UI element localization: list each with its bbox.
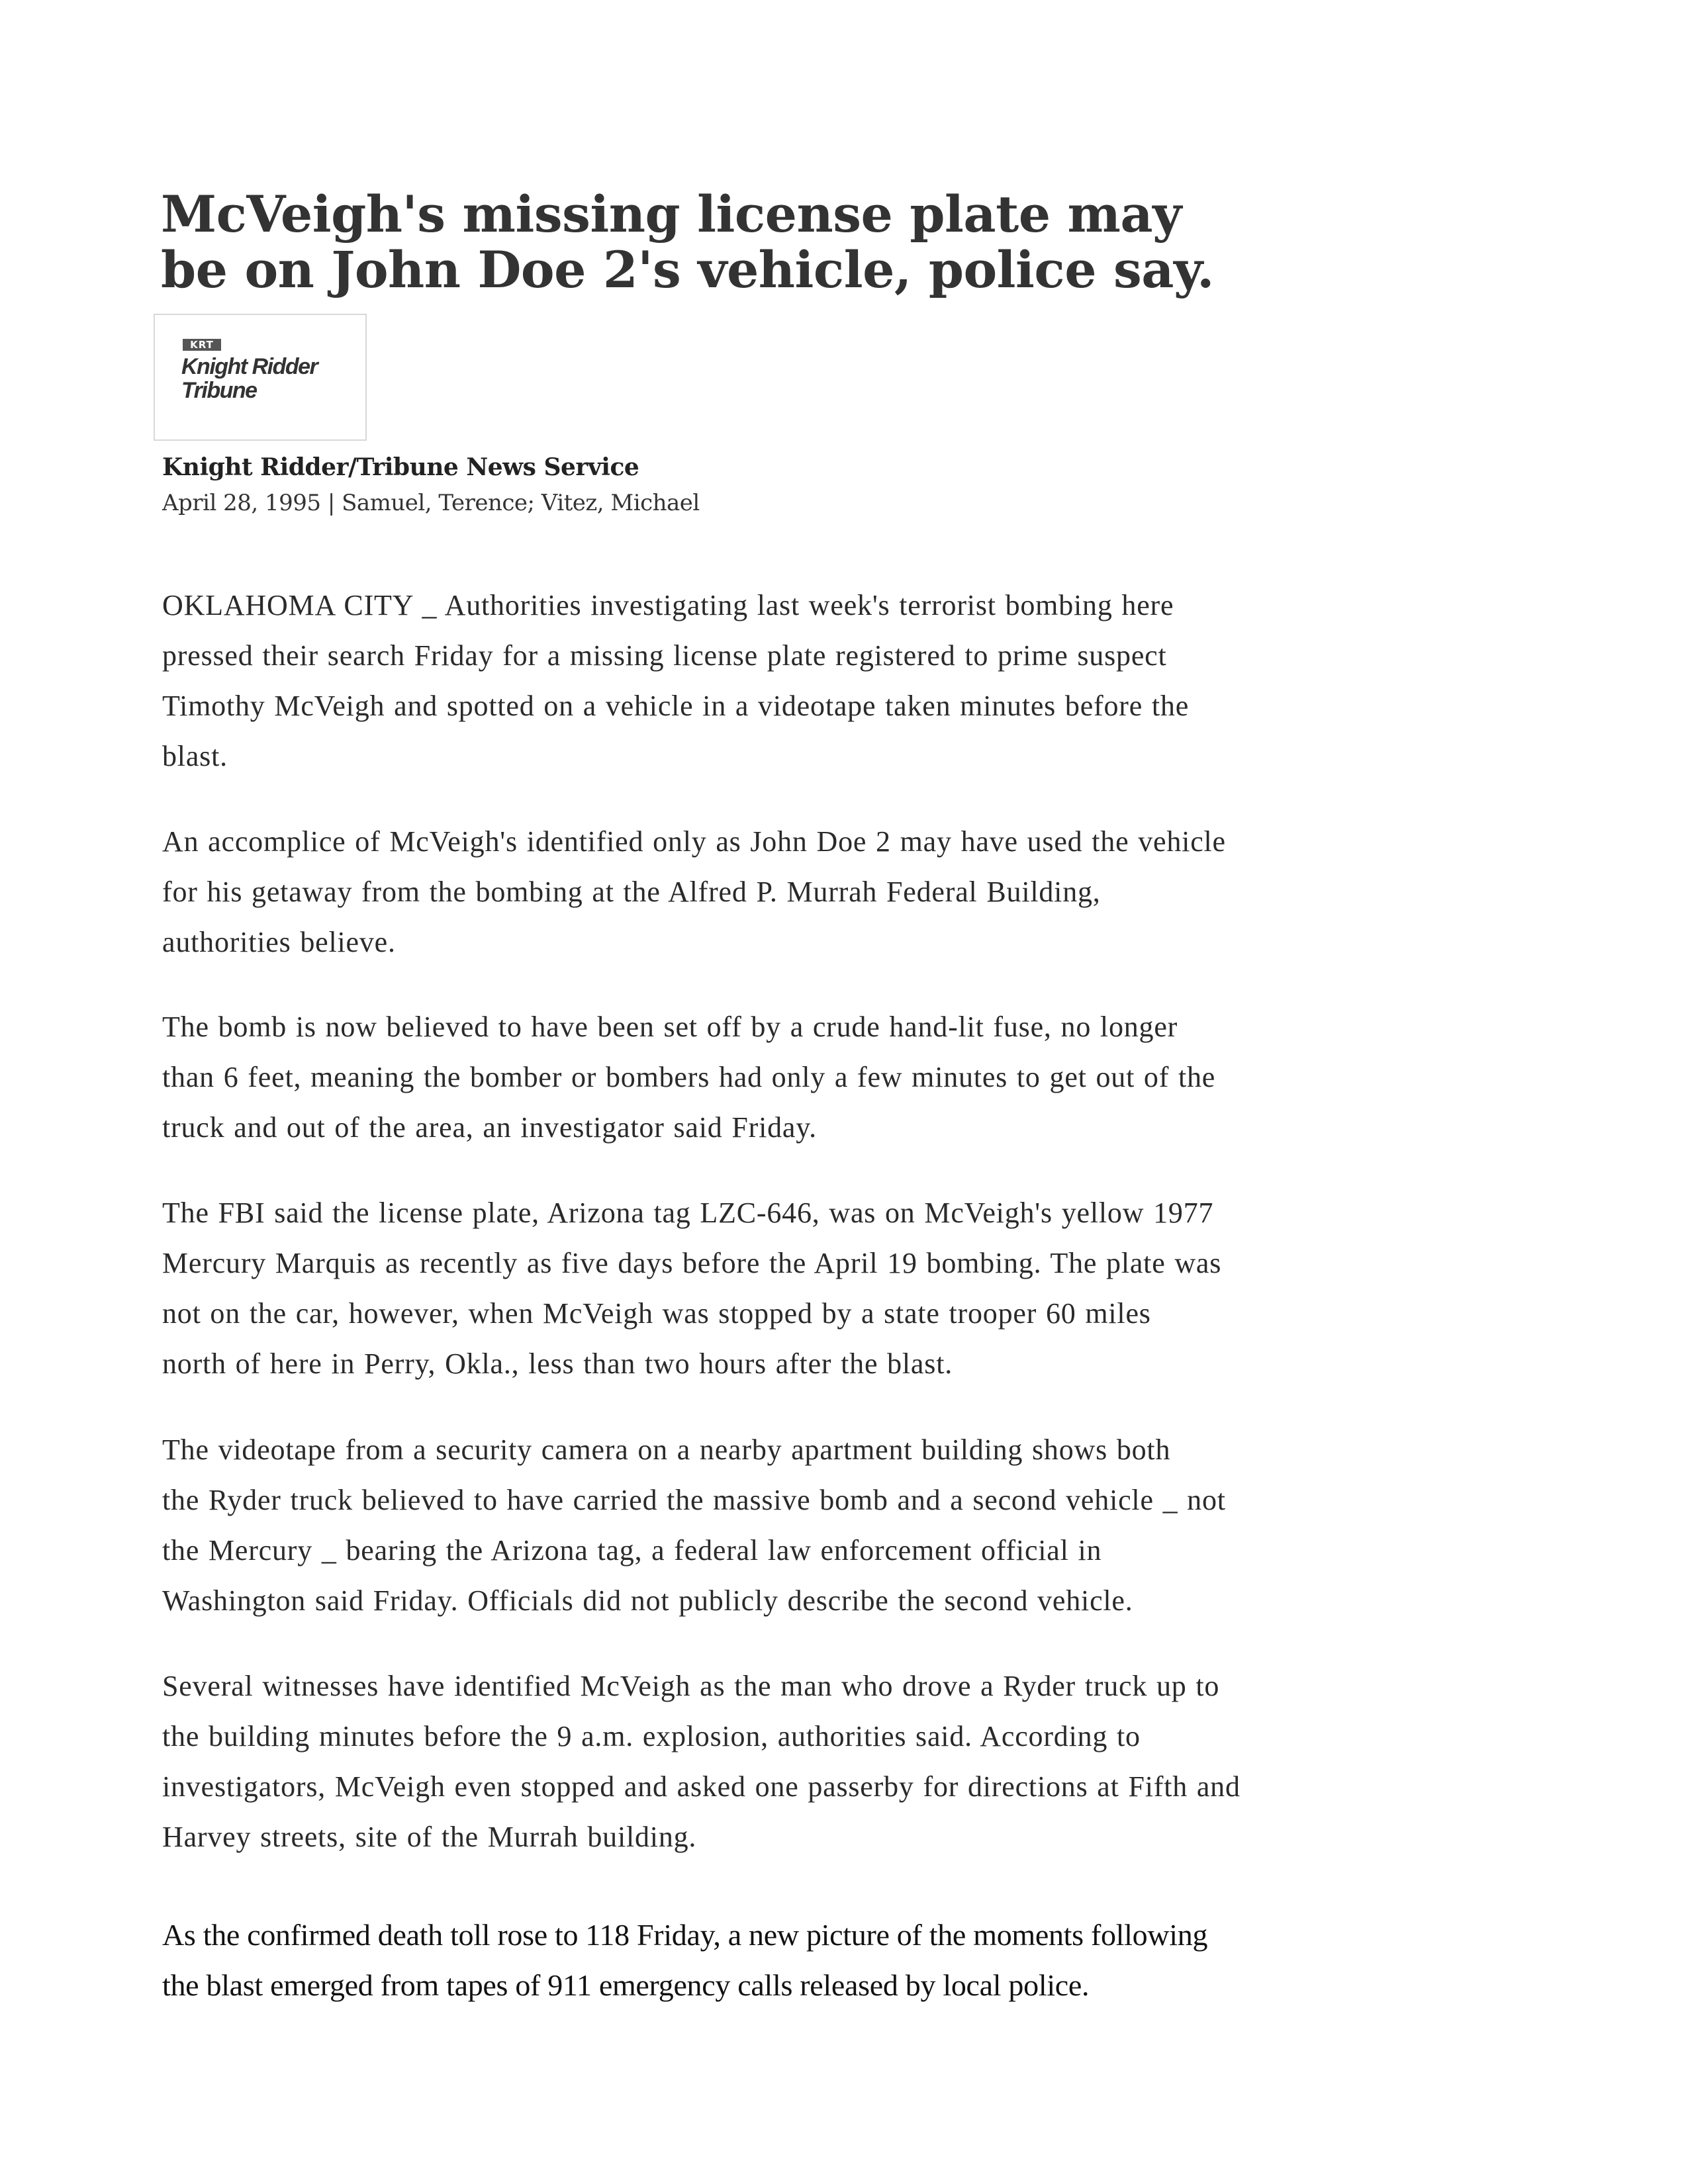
headline-line: be on John Doe 2's vehicle, police say. [161, 240, 1214, 299]
paragraph-line: The FBI said the license plate, Arizona tag LZC-646, was on McVeigh's yellow 1977 [162, 1197, 1214, 1229]
headline [161, 187, 1419, 298]
paragraph-line: truck and out of the area, an investigator said Friday. [162, 1111, 817, 1144]
source-name: Knight Ridder/Tribune News Service [162, 453, 639, 481]
publisher-logo [154, 314, 367, 441]
logo-wordmark [181, 355, 317, 402]
paragraph-line: OKLAHOMA CITY _ Authorities investigating last week's terrorist bombing here [162, 589, 1174, 621]
paragraph-line: the building minutes before the 9 a.m. explosion, authorities said. According to [162, 1720, 1141, 1752]
paragraph-line: Washington said Friday. Officials did not publicly describe the second vehicle. [162, 1584, 1133, 1617]
paragraph [162, 1661, 1486, 1862]
paragraph-line: An accomplice of McVeigh's identified only as John Doe 2 may have used the vehicle [162, 825, 1226, 858]
paragraph-line: Mercury Marquis as recently as five days before the April 19 bombing. The plate was [162, 1247, 1222, 1279]
logo-line: Tribune [181, 378, 257, 403]
paragraph-line: the blast emerged from tapes of 911 emergency calls released by local police. [162, 1968, 1090, 2002]
paragraph-line: than 6 feet, meaning the bomber or bombers had only a few minutes to get out of the [162, 1061, 1216, 1093]
paragraph [162, 1002, 1486, 1153]
paragraph-line: authorities believe. [162, 926, 396, 958]
paragraph-line: the Mercury _ bearing the Arizona tag, a federal law enforcement official in [162, 1534, 1102, 1567]
paragraph-line: Timothy McVeigh and spotted on a vehicle in a videotape taken minutes before the [162, 690, 1190, 722]
paragraph-line: north of here in Perry, Okla., less than two hours after the blast. [162, 1347, 953, 1380]
paragraph [162, 580, 1486, 782]
paragraph-line: Harvey streets, site of the Murrah building. [162, 1821, 697, 1853]
paragraph [162, 1910, 1486, 2011]
paragraph-line: blast. [162, 740, 228, 772]
paragraph [162, 1188, 1486, 1389]
paragraph-line: investigators, McVeigh even stopped and asked one passerby for directions at Fifth and [162, 1770, 1241, 1803]
paragraph-line: pressed their search Friday for a missing license plate registered to prime suspect [162, 639, 1167, 672]
paragraph-line: not on the car, however, when McVeigh was stopped by a state trooper 60 miles [162, 1297, 1151, 1330]
paragraph-line: The bomb is now believed to have been set off by a crude hand-lit fuse, no longer [162, 1011, 1178, 1043]
paragraph [162, 1425, 1486, 1626]
paragraph-line: The videotape from a security camera on a nearby apartment building shows both [162, 1433, 1171, 1466]
paragraph-line: As the confirmed death toll rose to 118 Friday, a new picture of the moments following [162, 1918, 1208, 1952]
paragraph [162, 817, 1486, 968]
logo-line: Knight Ridder [181, 354, 318, 379]
paragraph-line: the Ryder truck believed to have carried the massive bomb and a second vehicle _ not [162, 1484, 1226, 1516]
paragraph-line: Several witnesses have identified McVeigh as the man who drove a Ryder truck up to [162, 1670, 1220, 1702]
dateline: April 28, 1995 | Samuel, Terence; Vitez, Michael [162, 490, 700, 516]
logo-badge: KRT [183, 339, 221, 351]
paragraph-line: for his getaway from the bombing at the Alfred P. Murrah Federal Building, [162, 876, 1101, 908]
headline-line: McVeigh's missing license plate may [161, 185, 1182, 244]
